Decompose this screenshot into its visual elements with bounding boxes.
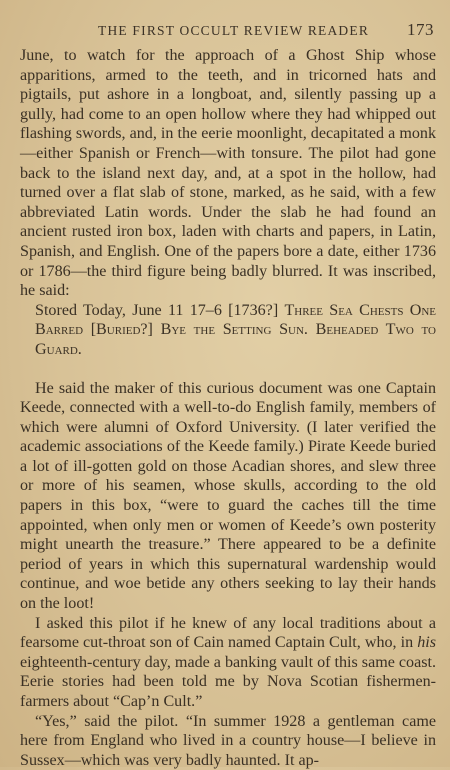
running-title: THE FIRST OCCULT REVIEW READER (98, 23, 370, 38)
body-text (20, 46, 436, 770)
quoted-inscription (20, 301, 436, 360)
paragraph-gap (20, 360, 436, 379)
quote-text: Stored Today, June 11 17–6 [1736?] (35, 301, 285, 319)
paragraph-4: “Yes,” said the pilot. “In summer 1928 a gentleman came here from England who lived in a country house—I believe in Sussex—which was very badly haunted. It ap- (20, 712, 436, 769)
paragraph-3-italic: his (417, 634, 436, 652)
paragraph-3-text-a: I asked this pilot if he knew of any local traditions about a fearsome cut-throat son of Cain named Captain Cult, who, in (20, 614, 436, 652)
paragraph-3 (20, 614, 436, 712)
paragraph-3-text-b: eighteenth-century day, made a banking vault of this same coast. Eerie stories had been told me by Nova Scotian fishermen-farmers about “Cap’n Cult.” (20, 653, 436, 710)
page-number: 173 (407, 20, 434, 39)
quote-small-caps: Three Sea Chests One Barred [Buried?] Bye the Setting Sun. Beheaded Two to Guard. (35, 301, 436, 358)
paragraph-2: He said the maker of this curious document was one Captain Keede, connected with a well-to-do English family, members of which were alumni of Oxford University. (I later verified the academic associations of the Keede family.) Pirate Keede buried a lot of ill-gotten gold on those Acadian shores, and slew three or more of his seamen, whose skulls, according to the old papers in this box, “were to guard the caches till the time appointed, when only men or women of Keede’s own posterity might unearth the treasure.” There appeared to be a definite period of years in which this supernatural wardenship would continue, and woe betide any others seeking to lay their hands on the loot! (20, 379, 436, 613)
running-header (20, 20, 436, 46)
paragraph-1: June, to watch for the approach of a Ghost Ship whose apparitions, armed to the teeth, and in tricorned hats and pigtails, put ashore in a longboat, and, silently passing up a gully, had come to an open hollow where they had whipped out flashing swords, and, in the eerie moonlight, decapitated a monk—either Spanish or French—with tonsure. The pilot had gone back to the island next day, and, at a spot in the hollow, had turned over a flat slab of stone, marked, as he said, with a few abbreviated Latin words. Under the slab he had found an ancient rusted iron box, laden with charts and papers, in Latin, Spanish, and English. One of the papers bore a date, either 1736 or 1786—the third figure being badly blurred. It was inscribed, he said: (20, 47, 436, 300)
